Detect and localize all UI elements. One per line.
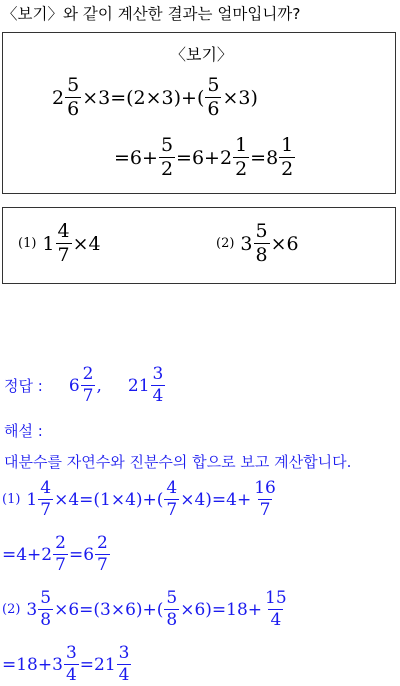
fraction: $\frac{2}{7}$ bbox=[97, 533, 108, 575]
expr-text: =4+2 bbox=[2, 544, 53, 565]
fraction: $\frac{2}{7}$ bbox=[82, 364, 94, 406]
fraction: $\frac{3}{4}$ bbox=[152, 364, 164, 406]
fraction: $\frac{4}{7}$ bbox=[166, 478, 178, 520]
fraction: $\frac{5}{6}$ bbox=[207, 74, 220, 120]
expr-text: ×3=(2×3)+( bbox=[82, 86, 205, 109]
solution-text: 대분수를 자연수와 진분수의 합으로 보고 계산합니다. bbox=[4, 453, 352, 471]
fraction: $\frac{5}{2}$ bbox=[160, 134, 174, 180]
mixed-whole: 1 bbox=[26, 489, 38, 510]
fraction: $\frac{16}{7}$ bbox=[254, 478, 276, 520]
solution-2-line-1 bbox=[2, 590, 290, 629]
fraction: $\frac{3}{4}$ bbox=[65, 643, 77, 685]
expr-text: =21 bbox=[79, 654, 116, 675]
fraction: $\frac{4}{7}$ bbox=[57, 220, 70, 266]
mixed-whole: 21 bbox=[127, 375, 150, 396]
fraction: $\frac{5}{8}$ bbox=[40, 588, 52, 630]
problem-2 bbox=[216, 222, 299, 265]
problem-label: (2) bbox=[216, 236, 235, 251]
separator: , bbox=[96, 375, 102, 396]
answer-label: 정답 : bbox=[4, 377, 43, 395]
example-line-2 bbox=[114, 136, 296, 179]
expr-text: ×4=(1×4)+( bbox=[54, 489, 164, 510]
expr-text: =6+ bbox=[114, 146, 158, 169]
problem-1 bbox=[18, 222, 101, 265]
fraction: $\frac{1}{2}$ bbox=[235, 134, 248, 180]
fraction: $\frac{4}{7}$ bbox=[40, 478, 52, 520]
answer-line bbox=[4, 366, 166, 405]
solution-label: 해설 : bbox=[4, 422, 43, 440]
fraction: $\frac{5}{8}$ bbox=[166, 588, 178, 630]
fraction: $\frac{1}{2}$ bbox=[281, 134, 294, 180]
expr-text: ×6 bbox=[270, 232, 299, 255]
fraction: $\frac{5}{8}$ bbox=[255, 220, 268, 266]
expr-text: =18+3 bbox=[2, 654, 63, 675]
expr-text: ×4 bbox=[72, 232, 101, 255]
problem-label: (2) bbox=[2, 602, 21, 617]
expr-text: ×4)=4+ bbox=[180, 489, 252, 510]
problem-label: (1) bbox=[18, 236, 37, 251]
expr-text: ×3) bbox=[222, 86, 258, 109]
expr-text: =6 bbox=[68, 544, 95, 565]
example-line-1 bbox=[52, 76, 258, 119]
mixed-whole: 2 bbox=[52, 86, 65, 109]
mixed-whole: 3 bbox=[26, 599, 38, 620]
fraction: $\frac{3}{4}$ bbox=[118, 643, 130, 685]
expr-text: =6+2 bbox=[176, 146, 233, 169]
mixed-whole: 3 bbox=[240, 232, 253, 255]
question-text: 〈보기〉와 같이 계산한 결과는 얼마입니까? bbox=[2, 5, 301, 23]
mixed-whole: 1 bbox=[42, 232, 55, 255]
problem-label: (1) bbox=[2, 492, 21, 507]
solution-1-line-1 bbox=[2, 480, 279, 519]
example-title: 〈보기〉 bbox=[170, 45, 233, 64]
mixed-whole: 6 bbox=[68, 375, 80, 396]
solution-2-line-2 bbox=[2, 645, 132, 684]
expr-text: ×6)=18+ bbox=[180, 599, 263, 620]
fraction: $\frac{2}{7}$ bbox=[55, 533, 66, 575]
solution-1-line-2 bbox=[2, 535, 111, 574]
fraction: $\frac{15}{4}$ bbox=[265, 588, 287, 630]
expr-text: ×6=(3×6)+( bbox=[54, 599, 164, 620]
fraction: $\frac{5}{6}$ bbox=[67, 74, 80, 120]
expr-text: =8 bbox=[250, 146, 279, 169]
